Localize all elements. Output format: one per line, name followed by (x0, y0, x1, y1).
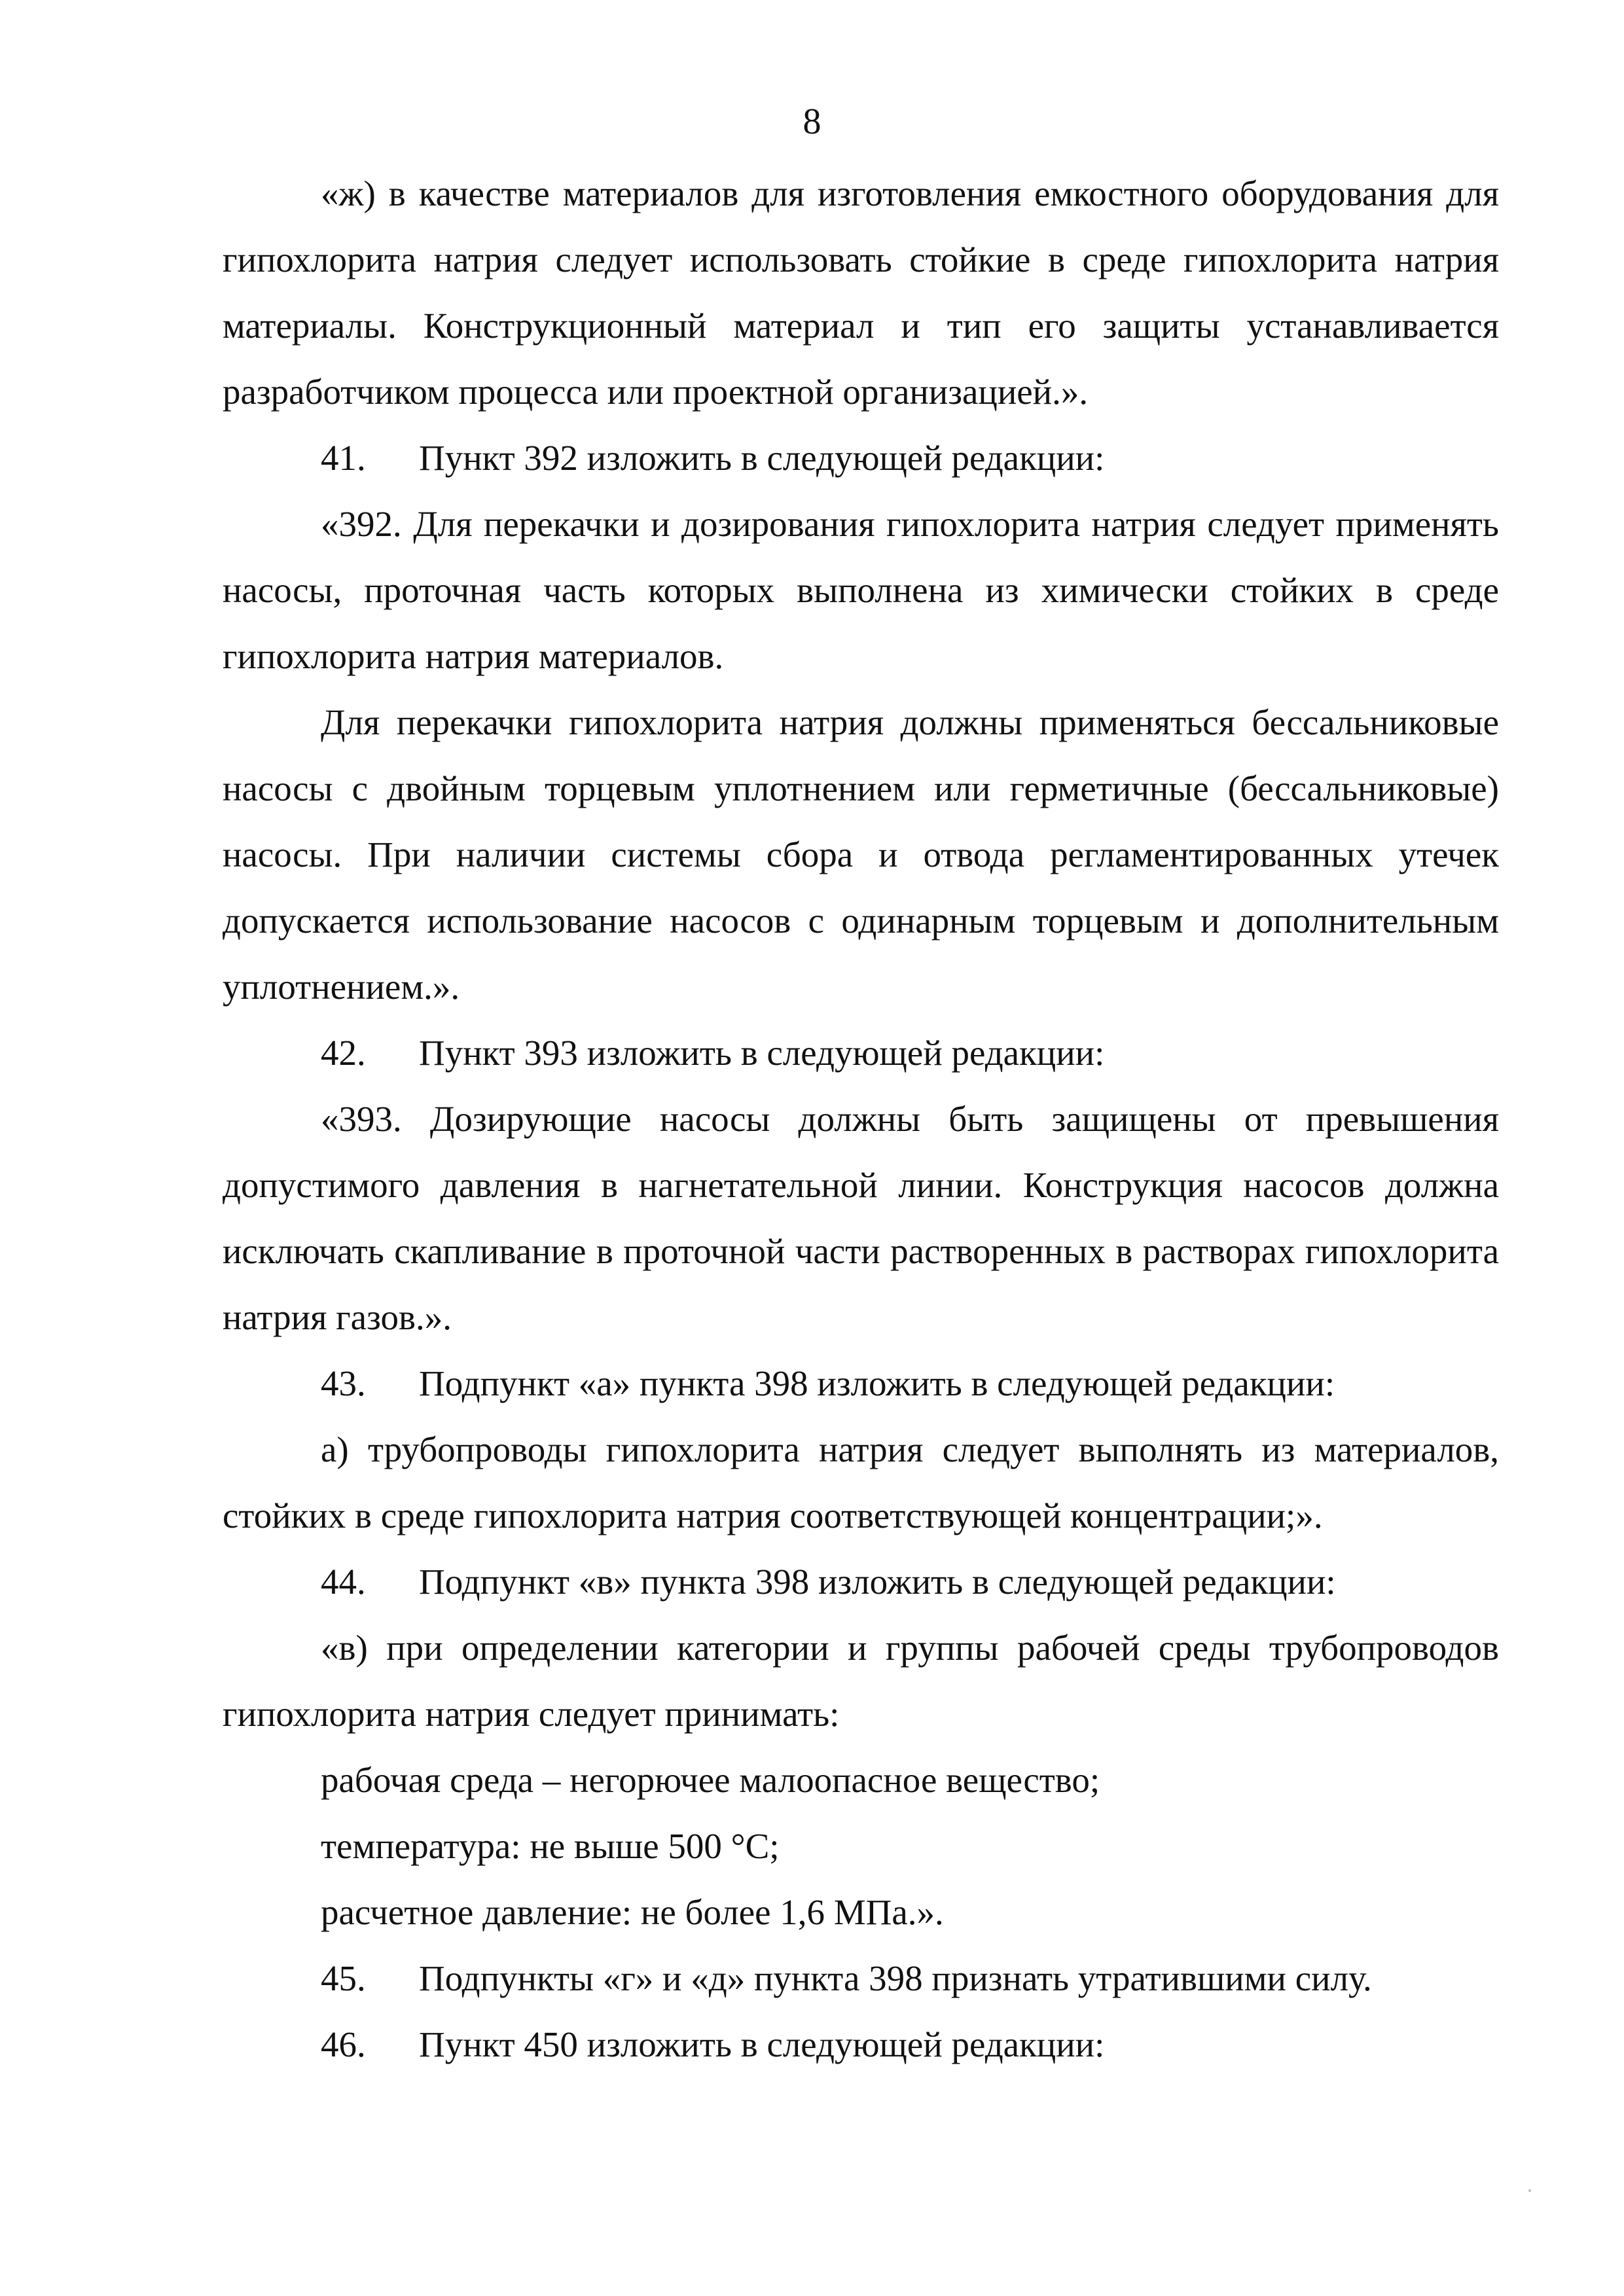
list-item-41 (223, 425, 1499, 491)
item-text: Подпункт «в» пункта 398 изложить в следующей редакции: (419, 1562, 1336, 1602)
item-text: Пункт 450 изложить в следующей редакции: (419, 2024, 1105, 2064)
line-temperature: температура: не выше 500 °С; (321, 1826, 780, 1866)
paragraph-392-pumps: «392. Для перекачки и дозирования гипохлорита натрия следует применять насосы, проточная часть которых выполнена из химически стойких в среде гипохлорита натрия материалов. (223, 504, 1499, 676)
list-item-44 (223, 1549, 1499, 1615)
line-working-medium: рабочая среда – негорючее малоопасное вещество; (321, 1760, 1100, 1800)
item-text: Пункт 392 изложить в следующей редакции: (419, 438, 1105, 478)
paragraph-a-pipelines: а) трубопроводы гипохлорита натрия следует выполнять из материалов, стойких в среде гипохлорита натрия соответствующей концентрации;». (223, 1429, 1499, 1535)
document-body (223, 160, 1499, 2077)
line-design-pressure: расчетное давление: не более 1,6 МПа.». (321, 1892, 944, 1932)
item-number: 44. (321, 1562, 366, 1602)
item-number: 41. (321, 438, 366, 478)
item-text: Пункт 393 изложить в следующей редакции: (419, 1033, 1105, 1073)
paragraph-zh-tank-materials: «ж) в качестве материалов для изготовления емкостного оборудования для гипохлорита натрия следует использовать стойкие в среде гипохлорита натрия материалы. Конструкционный материал и тип его защиты устанавливается разработчиком процесса или проектной организацией.». (223, 173, 1499, 412)
page-number: 8 (803, 101, 821, 142)
list-item-43 (223, 1350, 1499, 1416)
list-item-42 (223, 1020, 1499, 1086)
item-number: 43. (321, 1363, 366, 1403)
paragraph-393-dosing-pumps: «393. Дозирующие насосы должны быть защищены от превышения допустимого давления в нагнетательной линии. Конструкция насосов должна исключать скапливание в проточной части растворенных в растворах гипохлорита натрия газов.». (223, 1099, 1499, 1337)
paragraph-v-category: «в) при определении категории и группы рабочей среды трубопроводов гипохлорита натрия следует принимать: (223, 1628, 1499, 1734)
item-number: 46. (321, 2024, 366, 2064)
item-text: Подпункты «г» и «д» пункта 398 признать утратившими силу. (419, 1958, 1372, 1998)
item-number: 45. (321, 1958, 366, 1998)
paragraph-sealless-pumps: Для перекачки гипохлорита натрия должны применяться бессальниковые насосы с двойным торцевым уплотнением или герметичные (бессальниковые) насосы. При наличии системы сбора и отвода регламентированных утечек допускается использование насосов с одинарным торцевым и дополнительным уплотнением.». (223, 702, 1499, 1007)
item-text: Подпункт «а» пункта 398 изложить в следующей редакции: (419, 1363, 1335, 1403)
item-number: 42. (321, 1033, 366, 1073)
list-item-45 (223, 1945, 1499, 2011)
scan-speck (1528, 2189, 1531, 2192)
list-item-46 (223, 2011, 1499, 2077)
